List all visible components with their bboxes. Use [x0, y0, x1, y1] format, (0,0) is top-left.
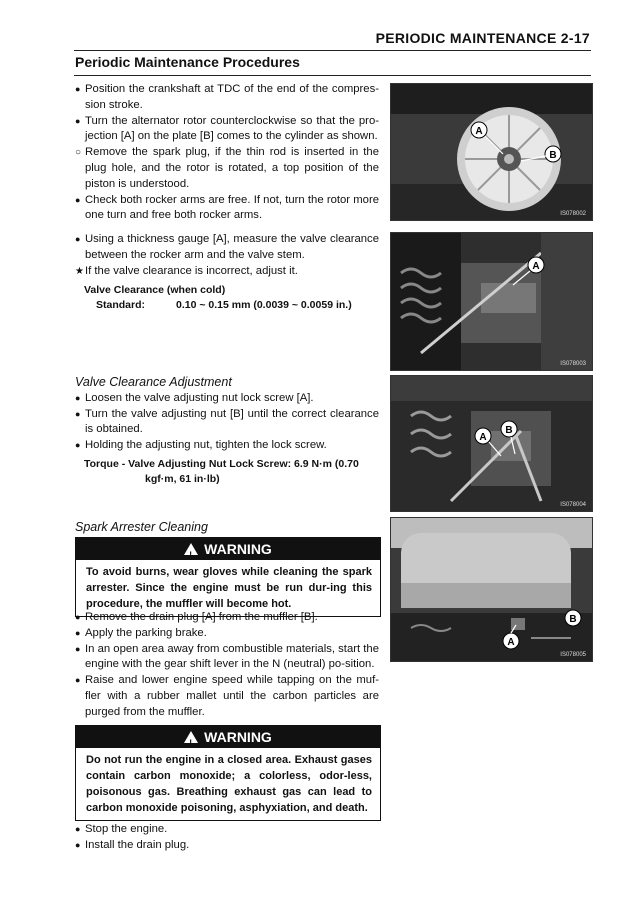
list-item — [75, 838, 379, 854]
warning-header — [76, 726, 380, 748]
spec-title: Valve Clearance (when cold) — [84, 284, 226, 297]
bullet-marker: ● — [75, 839, 81, 850]
bullet-marker: ● — [75, 627, 81, 638]
bullet-marker: ● — [75, 194, 81, 205]
block-adjustment — [75, 375, 379, 487]
page-header-title: PERIODIC MAINTENANCE 2-17 — [375, 30, 590, 46]
warning-header — [76, 538, 380, 560]
spec-row — [75, 298, 379, 313]
list-item — [75, 438, 379, 454]
list-item — [75, 822, 379, 838]
torque-spec-line2: kgf·m, 61 in·lb) — [145, 472, 220, 485]
callout-a: A — [479, 432, 487, 443]
list-item-text: In an open area away from combustible materials, start the engine with the gear shift lever in the N (neutral) po-sition. — [85, 642, 379, 671]
list-item-text: Holding the adjusting nut, tighten the lock screw. — [85, 439, 327, 452]
list-item — [75, 82, 379, 114]
list-item-text: Apply the parking brake. — [85, 626, 207, 639]
bullet-marker: ● — [75, 612, 81, 622]
callout-b: B — [569, 614, 577, 625]
list-item — [75, 673, 379, 720]
bullet-marker: ● — [75, 115, 81, 126]
list-item-text: Turn the alternator rotor counterclockwise so that the pro-jection [A] on the plate [B] comes to the cylinder as shown. — [85, 114, 379, 143]
list-item-text: Turn the valve adjusting nut [B] until the correct clearance is obtained. — [85, 407, 379, 436]
warning-label: WARNING — [204, 541, 272, 557]
subsection-heading: Valve Clearance Adjustment — [75, 375, 232, 389]
sub-bullet-marker: ○ — [75, 147, 82, 159]
callout-b: B — [549, 150, 557, 161]
list-item — [75, 232, 379, 264]
photo-adjusting-nut — [390, 375, 593, 512]
block-tdc — [75, 82, 379, 224]
warning-triangle-icon: ! — [184, 543, 198, 555]
photo-caption: IS078004 — [560, 502, 586, 508]
list-item-text: Position the crankshaft at TDC of the end of the compres-sion stroke. — [85, 83, 379, 111]
list-item-text: Using a thickness gauge [A], measure the valve clearance between the rocker arm and the valve stem. — [85, 233, 379, 261]
list-item-text: Install the drain plug. — [85, 838, 190, 851]
photo-caption: IS078005 — [560, 652, 586, 658]
photo-alternator-rotor — [390, 83, 593, 221]
list-item — [75, 407, 379, 439]
warning-box — [75, 725, 381, 821]
block-measure — [75, 232, 379, 313]
bullet-marker: ● — [75, 675, 81, 686]
list-item-text: Remove the drain plug [A] from the muffler [B]. — [85, 611, 318, 623]
list-item — [75, 114, 379, 146]
list-item-text: Stop the engine. — [85, 823, 168, 835]
warning-triangle-icon: ! — [184, 731, 198, 743]
list-item-text: Loosen the valve adjusting nut lock screw [A]. — [85, 391, 314, 404]
callout-b: B — [505, 425, 513, 436]
bullet-marker: ● — [75, 440, 81, 451]
bullet-marker: ● — [75, 643, 81, 654]
section-divider — [74, 75, 591, 76]
warning-text: Do not run the engine in a closed area. Exhaust gases contain carbon monoxide; a colorless, odor-less, poisonous gas. Breathing exhaust gas can lead to carbon monoxide poisoning, asphyxiation, and death. — [86, 754, 372, 814]
list-item — [75, 391, 379, 407]
photo-muffler — [390, 517, 593, 662]
bullet-marker: ● — [75, 408, 81, 419]
list-item — [75, 610, 379, 626]
photo-caption: IS078003 — [560, 361, 586, 367]
list-item-text: Check both rocker arms are free. If not, turn the rotor more one turn and free both rocker arms. — [85, 193, 379, 222]
spec-value: 0.10 ~ 0.15 mm (0.0039 ~ 0.0059 in.) — [176, 299, 352, 312]
section-title: Periodic Maintenance Procedures — [75, 54, 300, 70]
bullet-marker: ● — [75, 84, 81, 94]
list-item-text: Remove the spark plug, if the thin rod is inserted in the plug hole, and the rotor is rotated, a top position of the piston is understood. — [85, 146, 379, 190]
header-divider — [74, 50, 591, 51]
list-item-text: If the valve clearance is incorrect, adjust it. — [85, 264, 298, 277]
list-item — [75, 626, 379, 642]
bullet-marker: ● — [75, 392, 81, 403]
list-item — [75, 145, 379, 192]
star-marker: ★ — [75, 265, 84, 277]
warning-box — [75, 537, 381, 617]
list-item-text: Raise and lower engine speed while tapping on the muf-fler with a rubber mallet until the carbon particles are purged from the muffler. — [85, 674, 379, 718]
list-item — [75, 193, 379, 225]
photo-caption: IS078002 — [560, 211, 586, 217]
list-item — [75, 642, 379, 674]
spec-label: Standard: — [96, 299, 146, 312]
subsection-heading: Spark Arrester Cleaning — [75, 520, 208, 534]
warning-label: WARNING — [204, 729, 272, 745]
callout-a: A — [507, 637, 515, 648]
bullet-marker: ● — [75, 824, 81, 834]
callout-a: A — [532, 261, 540, 272]
bullet-marker: ● — [75, 234, 81, 244]
torque-spec-line1: Torque - Valve Adjusting Nut Lock Screw: 6.9 N·m (0.70 — [84, 457, 359, 470]
block-spark-arrester — [75, 610, 379, 721]
photo-thickness-gauge — [390, 232, 593, 371]
warning-text: To avoid burns, wear gloves while cleaning the spark arrester. Since the engine must be run dur-ing this procedure, the muffler will become hot. — [86, 566, 372, 610]
callout-a: A — [475, 126, 483, 137]
block-final-steps — [75, 822, 379, 854]
list-item — [75, 264, 379, 280]
